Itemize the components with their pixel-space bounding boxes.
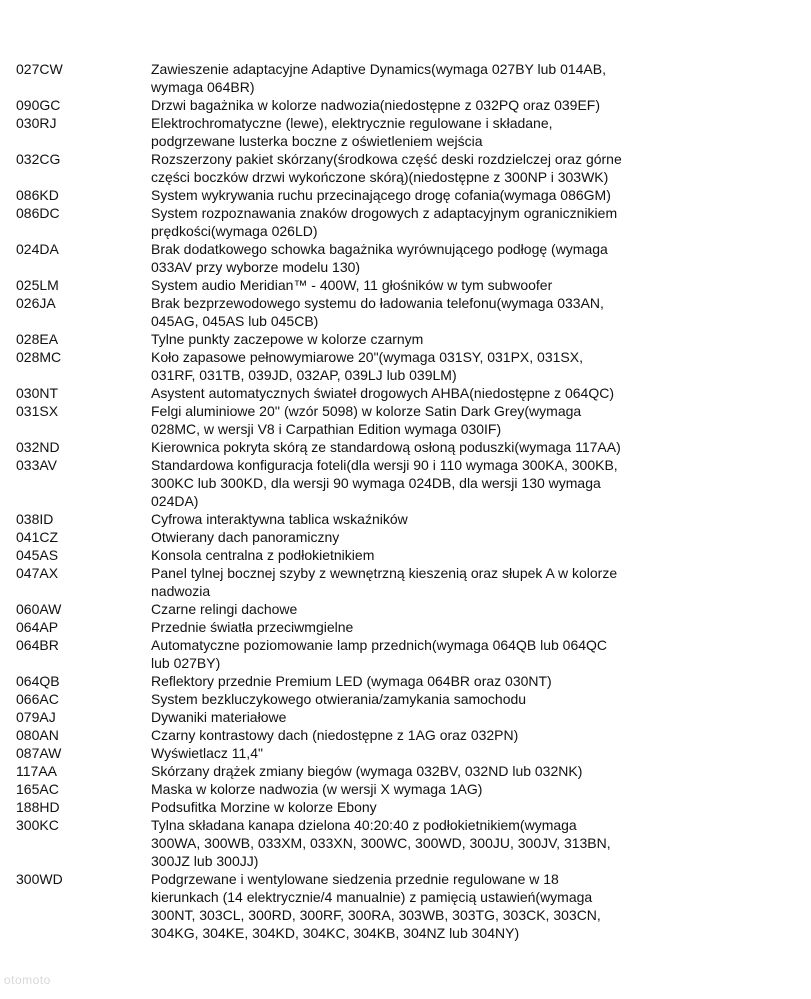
option-code: 038ID bbox=[16, 511, 54, 527]
option-code: 028MC bbox=[16, 349, 62, 365]
option-code: 026JA bbox=[16, 295, 56, 311]
watermark: otomoto bbox=[4, 973, 51, 987]
option-code: 064BR bbox=[16, 637, 59, 653]
options-list bbox=[0, 60, 811, 942]
option-description: Dywaniki materiałowe bbox=[151, 709, 287, 725]
option-row bbox=[0, 780, 811, 798]
option-code: 079AJ bbox=[16, 709, 56, 725]
option-code: 117AA bbox=[16, 763, 57, 779]
option-code: 086DC bbox=[16, 205, 60, 221]
option-row bbox=[0, 276, 811, 294]
option-code: 025LM bbox=[16, 277, 59, 293]
option-description: Maska w kolorze nadwozia (w wersji X wymaga 1AG) bbox=[151, 781, 483, 797]
option-description: Felgi aluminiowe 20'' (wzór 5098) w kolorze Satin Dark Grey(wymaga 028MC, w wersji V8 i Carpathian Edition wymaga 030IF) bbox=[151, 403, 582, 437]
option-description: Elektrochromatyczne (lewe), elektrycznie regulowane i składane, podgrzewane lusterka boczne z oświetleniem wejścia bbox=[151, 115, 553, 149]
option-code: 032CG bbox=[16, 151, 61, 167]
option-code: 031SX bbox=[16, 403, 59, 419]
option-code: 027CW bbox=[16, 61, 63, 77]
option-code: 030RJ bbox=[16, 115, 57, 131]
option-row bbox=[0, 240, 811, 276]
option-code: 030NT bbox=[16, 385, 59, 401]
option-description: System wykrywania ruchu przecinającego drogę cofania(wymaga 086GM) bbox=[151, 187, 611, 203]
option-row bbox=[0, 438, 811, 456]
option-row bbox=[0, 744, 811, 762]
option-description: Czarny kontrastowy dach (niedostępne z 1AG oraz 032PN) bbox=[151, 727, 519, 743]
option-row bbox=[0, 186, 811, 204]
option-code: 032ND bbox=[16, 439, 60, 455]
option-row bbox=[0, 600, 811, 618]
option-row bbox=[0, 798, 811, 816]
option-description: System bezkluczykowego otwierania/zamykania samochodu bbox=[151, 691, 527, 707]
option-row bbox=[0, 708, 811, 726]
option-description: Podgrzewane i wentylowane siedzenia przednie regulowane w 18 kierunkach (14 elektrycznie/4 manualnie) z pamięcią ustawień(wymaga 300NT, 303CL, 300RD, 300RF, 300RA, 303WB, 303TG, 303CK, 303CN, 304KG, 304KE, 304KD, 304KC, 304KB, 304NZ lub 304NY) bbox=[151, 871, 601, 941]
option-description: Konsola centralna z podłokietnikiem bbox=[151, 547, 375, 563]
option-row bbox=[0, 636, 811, 672]
option-code: 066AC bbox=[16, 691, 59, 707]
option-code: 033AV bbox=[16, 457, 57, 473]
option-description: System audio Meridian™ - 400W, 11 głośników w tym subwoofer bbox=[151, 277, 553, 293]
option-row bbox=[0, 96, 811, 114]
option-row bbox=[0, 294, 811, 330]
option-row bbox=[0, 60, 811, 96]
option-code: 080AN bbox=[16, 727, 59, 743]
option-description: Koło zapasowe pełnowymiarowe 20"(wymaga 031SY, 031PX, 031SX, 031RF, 031TB, 039JD, 032AP, 039LJ lub 039LM) bbox=[151, 349, 583, 383]
option-description: Standardowa konfiguracja foteli(dla wersji 90 i 110 wymaga 300KA, 300KB, 300KC lub 300KD, dla wersji 90 wymaga 024DB, dla wersji 130 wymaga 024DA) bbox=[151, 457, 618, 509]
option-code: 165AC bbox=[16, 781, 59, 797]
option-row bbox=[0, 690, 811, 708]
option-description: Automatyczne poziomowanie lamp przednich(wymaga 064QB lub 064QC lub 027BY) bbox=[151, 637, 608, 671]
option-description: Brak dodatkowego schowka bagażnika wyrównującego podłogę (wymaga 033AV przy wyborze modelu 130) bbox=[151, 241, 608, 275]
option-row bbox=[0, 204, 811, 240]
option-description: Reflektory przednie Premium LED (wymaga 064BR oraz 030NT) bbox=[151, 673, 552, 689]
option-code: 064AP bbox=[16, 619, 59, 635]
option-code: 086KD bbox=[16, 187, 59, 203]
option-row bbox=[0, 726, 811, 744]
option-description: Drzwi bagażnika w kolorze nadwozia(niedostępne z 032PQ oraz 039EF) bbox=[151, 97, 601, 113]
option-row bbox=[0, 564, 811, 600]
option-code: 300WD bbox=[16, 871, 63, 887]
option-row bbox=[0, 528, 811, 546]
option-code: 064QB bbox=[16, 673, 60, 689]
option-row bbox=[0, 618, 811, 636]
option-row bbox=[0, 816, 811, 870]
option-row bbox=[0, 870, 811, 942]
option-code: 300KC bbox=[16, 817, 59, 833]
option-code: 060AW bbox=[16, 601, 62, 617]
option-description: Tylna składana kanapa dzielona 40:20:40 z podłokietnikiem(wymaga 300WA, 300WB, 033XM, 033XN, 300WC, 300WD, 300JU, 300JV, 313BN, 300JZ lub 300JJ) bbox=[151, 817, 611, 869]
option-description: Wyświetlacz 11,4" bbox=[151, 745, 263, 761]
option-description: Cyfrowa interaktywna tablica wskaźników bbox=[151, 511, 408, 527]
option-description: Kierownica pokryta skórą ze standardową osłoną poduszki(wymaga 117AA) bbox=[151, 439, 621, 455]
option-row bbox=[0, 114, 811, 150]
option-description: Przednie światła przeciwmgielne bbox=[151, 619, 354, 635]
option-description: Brak bezprzewodowego systemu do ładowania telefonu(wymaga 033AN, 045AG, 045AS lub 045CB) bbox=[151, 295, 604, 329]
option-row bbox=[0, 348, 811, 384]
option-description: Asystent automatycznych świateł drogowych AHBA(niedostępne z 064QC) bbox=[151, 385, 615, 401]
option-row bbox=[0, 384, 811, 402]
option-code: 047AX bbox=[16, 565, 59, 581]
option-code: 028EA bbox=[16, 331, 59, 347]
option-description: Skórzany drążek zmiany biegów (wymaga 032BV, 032ND lub 032NK) bbox=[151, 763, 583, 779]
option-row bbox=[0, 546, 811, 564]
option-row bbox=[0, 510, 811, 528]
option-description: Zawieszenie adaptacyjne Adaptive Dynamics(wymaga 027BY lub 014AB, wymaga 064BR) bbox=[151, 61, 606, 95]
option-code: 024DA bbox=[16, 241, 59, 257]
option-row bbox=[0, 330, 811, 348]
option-description: Tylne punkty zaczepowe w kolorze czarnym bbox=[151, 331, 424, 347]
option-description: Otwierany dach panoramiczny bbox=[151, 529, 340, 545]
option-code: 045AS bbox=[16, 547, 59, 563]
option-row bbox=[0, 402, 811, 438]
option-description: Podsufitka Morzine w kolorze Ebony bbox=[151, 799, 377, 815]
option-row bbox=[0, 456, 811, 510]
option-code: 188HD bbox=[16, 799, 60, 815]
option-description: Rozszerzony pakiet skórzany(środkowa część deski rozdzielczej oraz górne części boczków drzwi wykończone skórą)(niedostępne z 300NP i 303WK) bbox=[151, 151, 622, 185]
option-description: Panel tylnej bocznej szyby z wewnętrzną kieszenią oraz słupek A w kolorze nadwozia bbox=[151, 565, 618, 599]
option-row bbox=[0, 672, 811, 690]
option-description: Czarne relingi dachowe bbox=[151, 601, 298, 617]
option-code: 041CZ bbox=[16, 529, 59, 545]
option-description: System rozpoznawania znaków drogowych z adaptacyjnym ogranicznikiem prędkości(wymaga 026LD) bbox=[151, 205, 618, 239]
option-row bbox=[0, 762, 811, 780]
option-code: 090GC bbox=[16, 97, 61, 113]
option-code: 087AW bbox=[16, 745, 62, 761]
option-row bbox=[0, 150, 811, 186]
